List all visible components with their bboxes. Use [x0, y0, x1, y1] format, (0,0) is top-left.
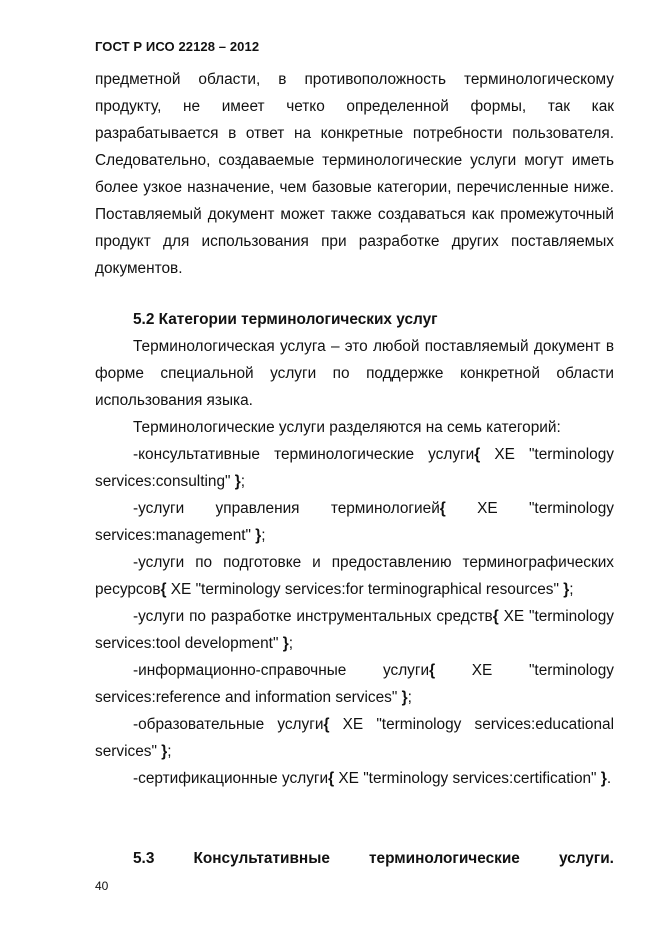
definition-paragraph: Терминологическая услуга – это любой поставляемый документ в форме специальной услуги по поддержке конкретной области использования языка.: [95, 338, 614, 409]
list-item-end: .: [606, 770, 612, 787]
index-field-code: XE "terminology services:tool development": [95, 608, 614, 652]
intro-paragraph: [95, 66, 614, 282]
field-brace-close: }: [161, 743, 168, 760]
list-item-end: ;: [288, 635, 293, 652]
list-item-end: ;: [240, 473, 246, 490]
categories-intro: Терминологические услуги разделяются на семь категорий:: [133, 419, 561, 436]
field-brace-open: {: [323, 716, 330, 733]
list-item-text: -образовательные услуги: [133, 716, 324, 733]
list-item: [95, 603, 614, 657]
section-5-2-body: [95, 333, 614, 792]
list-item-text: -услуги по подготовке и предоставлению терминографических ресурсов: [95, 554, 614, 598]
list-item-text: -услуги по разработке инструментальных средств: [133, 608, 493, 625]
field-brace-open: {: [328, 770, 335, 787]
field-brace-close: }: [282, 635, 289, 652]
list-item: [95, 495, 614, 549]
list-item: [95, 549, 614, 603]
index-field-code: XE "terminology services:management": [95, 500, 614, 544]
list-item-end: ;: [261, 527, 266, 544]
field-brace-close: }: [600, 770, 607, 787]
list-item-end: ;: [569, 581, 574, 598]
list-item: [95, 657, 614, 711]
index-field-code: XE "terminology services:educational services": [95, 716, 614, 760]
list-item-text: -информационно-справочные услуги: [133, 662, 430, 679]
index-field-code: XE "terminology services:certification": [334, 770, 601, 787]
document-header: ГОСТ Р ИСО 22128 – 2012: [95, 39, 260, 54]
heading-word: услуги.: [558, 850, 614, 867]
list-item-text: -сертификационные услуги: [133, 770, 329, 787]
field-brace-open: {: [439, 500, 446, 517]
field-brace-close: }: [234, 473, 241, 490]
field-brace-close: }: [563, 581, 570, 598]
field-brace-close: }: [401, 689, 408, 706]
heading-word: Консультативные: [193, 850, 330, 867]
index-field-code: XE "terminology services:consulting": [95, 446, 614, 490]
index-field-code: XE "terminology services:for terminographical resources": [166, 581, 564, 598]
paragraph-text: предметной области, в противоположность терминологическому продукту, не имеет четко определенной формы, так как разрабатывается в ответ на конкретные потребности пользователя. Следовательно, создаваемые терминологические услуги могут иметь более узкое назначение, чем базовые категории, перечисленные ниже. Поставляемый документ может также создаваться как промежуточный продукт для использования при разработке других поставляемых документов.: [95, 71, 614, 277]
field-brace-close: }: [255, 527, 262, 544]
list-item-text: -услуги управления терминологией: [133, 500, 440, 517]
list-item: [95, 441, 614, 495]
field-brace-open: {: [474, 446, 481, 463]
field-brace-open: {: [492, 608, 499, 625]
field-brace-open: {: [429, 662, 436, 679]
list-item-end: ;: [407, 689, 412, 706]
section-number: 5.3: [133, 850, 155, 867]
section-5-3-heading: [133, 845, 614, 872]
list-item-end: ;: [167, 743, 172, 760]
section-5-2-heading: 5.2 Категории терминологических услуг: [133, 311, 438, 328]
list-item: [95, 765, 614, 792]
list-item: [95, 711, 614, 765]
page-number: 40: [95, 879, 109, 893]
field-brace-open: {: [160, 581, 167, 598]
list-item-text: -консультативные терминологические услуги: [133, 446, 475, 463]
heading-word: терминологические: [368, 850, 520, 867]
index-field-code: XE "terminology services:reference and information services": [95, 662, 614, 706]
